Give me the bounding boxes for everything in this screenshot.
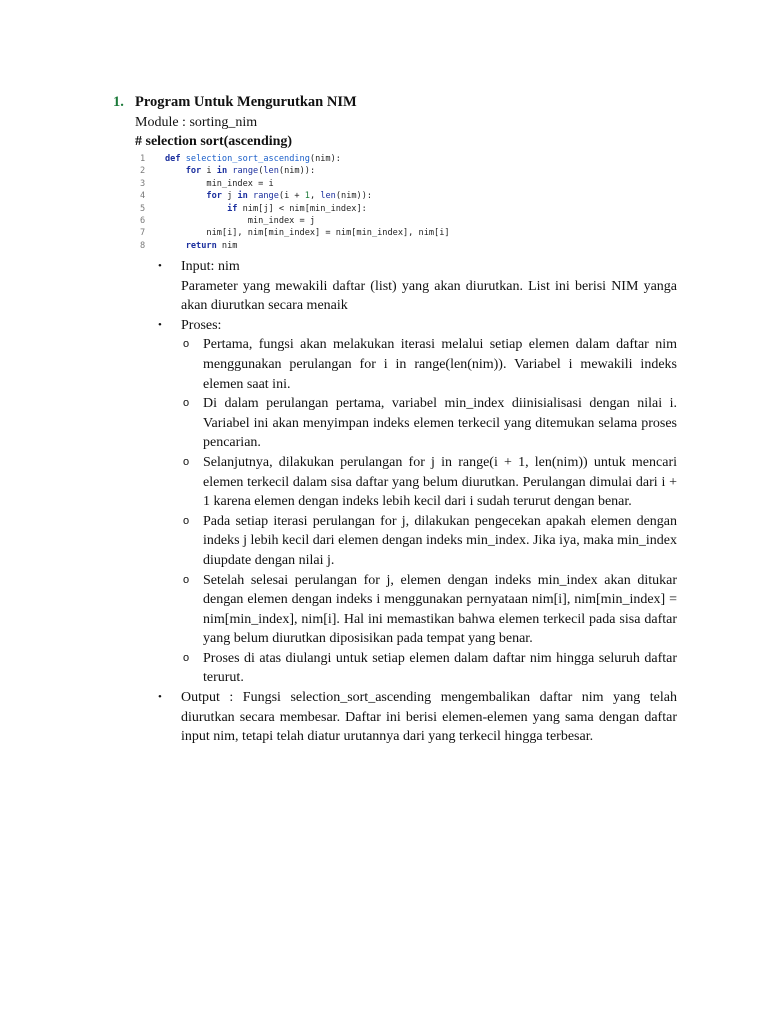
process-title: Proses: [181,317,222,333]
process-step-text: Pada setiap iterasi perulangan for j, dilakukan pengecekan apakah elemen dengan indeks j lebih kecil dari elemen dengan indeks min_index. Jika iya, maka min_index diupdate dengan nilai j. [203,513,677,568]
line-number: 5 [140,203,146,214]
code-line-1: 1 def selection_sort_ascending(nim): [140,154,341,164]
line-number: 1 [140,154,146,164]
process-step-text: Proses di atas diulangi untuk setiap elemen dalam daftar nim hingga seluruh daftar terurut. [203,650,677,686]
line-number: 3 [140,178,146,189]
process-bullet [158,316,677,688]
process-step-list [183,335,677,688]
code-line-6: 6 min_index = j [140,216,316,227]
process-step-text: Di dalam perulangan pertama, variabel min_index diinisialisasi dengan nilai i. Variabel ini akan menyimpan indeks elemen terkecil yang ditemukan selama proses pencarian. [203,396,677,451]
sub-marker: o [183,397,190,410]
code-line-8: 8 return nim [140,240,238,251]
sub-marker: o [183,514,190,527]
code-line-3: 3 min_index = i [140,178,274,189]
line-number: 7 [140,228,146,239]
sub-marker: o [183,338,190,351]
code-line-4: 4 for j in range(i + 1, len(nim)): [140,191,373,202]
process-step [183,394,677,453]
bullet-marker: • [158,260,162,272]
section-heading [113,93,357,112]
output-bullet [158,688,677,747]
process-step [183,453,677,512]
module-line: Module : sorting_nim [135,115,258,130]
line-number: 4 [140,191,146,202]
bullet-marker: • [158,318,162,331]
process-step [183,335,677,394]
output-text: Output : Fungsi selection_sort_ascending mengembalikan daftar nim yang telah diurutkan secara membesar. Daftar ini berisi elemen-elemen yang sama dengan daftar input nim, tetapi telah diatur urutannya dari yang terkecil hingga terbesar. [181,690,677,745]
code-subheading: # selection sort(ascending) [135,134,293,149]
line-number: 8 [140,240,146,251]
process-step [183,571,677,649]
process-step-text: Pertama, fungsi akan melakukan iterasi melalui setiap elemen dalam daftar nim menggunakan perulangan for i in range(len(nim)). Variabel i mewakili indeks elemen saat ini. [203,337,677,392]
line-number: 2 [140,166,146,177]
code-line-7: 7 nim[i], nim[min_index] = nim[min_index], nim[i] [140,228,450,239]
process-step-text: Selanjutnya, dilakukan perulangan for j in range(i + 1, len(nim)) untuk mencari elemen terkecil dalam sisa daftar yang belum diurutkan. Perulangan dimulai dari i + 1 karena elemen dengan indeks lebih kecil dari i sudah terurut dengan benar. [203,454,677,510]
input-bullet [158,257,677,316]
input-description: Parameter yang mewakili daftar (list) yang akan diurutkan. List ini berisi NIM yanga akan diurutkan secara menaik [181,278,677,314]
process-step-text: Setelah selesai perulangan for j, elemen dengan indeks min_index akan ditukar dengan elemen dengan indeks i menggunakan pernyataan nim[i], nim[min_index] = nim[min_index], nim[i]. Hal ini memastikan bahwa elemen terkecil pada sisa daftar yang belum diurutkan diposisikan pada tempat yang benar. [203,572,677,647]
sub-marker: o [183,455,190,468]
process-step [183,649,677,688]
code-line-5: 5 if nim[j] < nim[min_index]: [140,203,367,214]
line-number: 6 [140,216,146,227]
bullet-marker: • [158,691,162,704]
section-number: 1. [113,94,124,110]
sub-marker: o [183,651,190,664]
input-title: Input: nim [181,259,240,274]
code-screenshot [140,153,560,252]
section-title: Program Untuk Mengurutkan NIM [135,94,357,110]
process-step [183,512,677,571]
bullet-content [0,257,768,747]
sub-marker: o [183,573,190,586]
code-line-2: 2 for i in range(len(nim)): [140,166,316,177]
